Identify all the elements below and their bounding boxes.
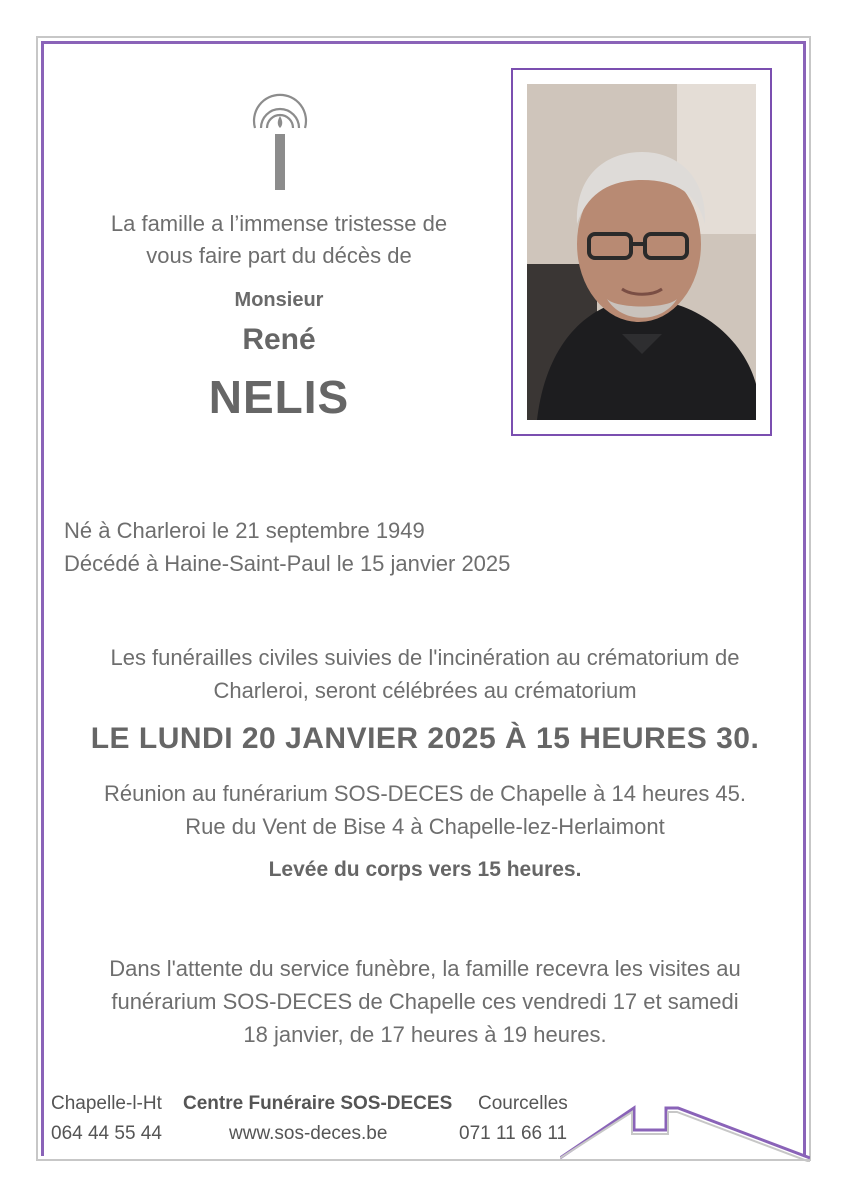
death-line: Décédé à Haine-Saint-Paul le 15 janvier 2025: [64, 551, 511, 576]
intro-line-2: vous faire part du décès de: [146, 243, 412, 268]
levee-du-corps: Levée du corps vers 15 heures.: [268, 858, 582, 881]
footer-website[interactable]: www.sos-deces.be: [229, 1123, 388, 1144]
visits-line-3: 18 janvier, de 17 heures à 19 heures.: [243, 1022, 607, 1047]
visits-info: [50, 952, 800, 1051]
meeting-line-1: Réunion au funérarium SOS-DECES de Chapelle à 14 heures 45.: [103, 781, 747, 806]
portrait-frame: [511, 68, 772, 436]
house-outline-icon: [560, 1100, 810, 1162]
deceased-title: Monsieur: [234, 289, 324, 311]
funeral-date: LE LUNDI 20 JANVIER 2025 À 15 HEURES 30.: [90, 722, 760, 755]
deceased-first-name: René: [242, 323, 316, 356]
deceased-last-name: NELIS: [208, 371, 350, 423]
footer-right-place: Courcelles: [478, 1093, 568, 1114]
candle-icon: [247, 88, 313, 192]
footer-left-place: Chapelle-l-Ht: [51, 1093, 162, 1114]
bio-dates: [64, 514, 510, 580]
footer-right-phone: 071 11 66 11: [459, 1123, 568, 1144]
footer-center-name: Centre Funéraire SOS-DECES: [183, 1093, 453, 1114]
meeting-line-2: Rue du Vent de Bise 4 à Chapelle-lez-Herlaimont: [185, 814, 665, 839]
intro-line-1: La famille a l’immense tristesse de: [110, 211, 448, 236]
intro-text: [70, 208, 488, 272]
birth-line: Né à Charleroi le 21 septembre 1949: [64, 518, 425, 543]
meeting-info: [50, 777, 800, 843]
visits-line-1: Dans l'attente du service funèbre, la famille recevra les visites au: [109, 956, 741, 981]
visits-line-2: funérarium SOS-DECES de Chapelle ces vendredi 17 et samedi: [111, 989, 739, 1014]
portrait-photo: [527, 84, 756, 420]
funeral-line-2: Charleroi, seront célébrées au crématorium: [213, 678, 637, 703]
footer-left-phone: 064 44 55 44: [51, 1123, 162, 1144]
funeral-announcement: [50, 641, 800, 707]
funeral-line-1: Les funérailles civiles suivies de l'incinération au crématorium de: [110, 645, 740, 670]
